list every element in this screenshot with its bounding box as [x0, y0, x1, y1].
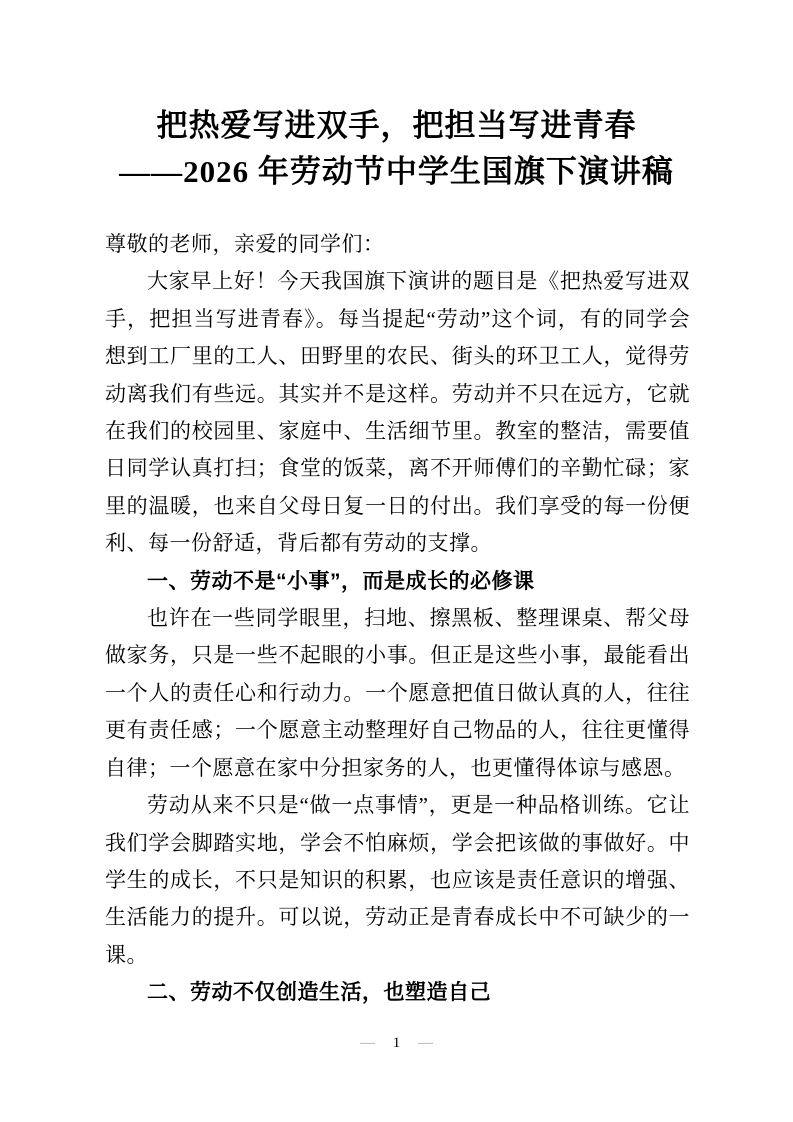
paragraph-intro: 大家早上好！今天我国旗下演讲的题目是《把热爱写进双手，把担当写进青春》。每当提起“劳动”这个词，有的同学会想到工厂里的工人、田野里的农民、街头的环卫工人，觉得劳动离我们有些远。其实并不是这样。劳动并不只在远方，它就在我们的校园里、家庭中、生活细节里。教室的整洁，需要值日同学认真打扫；食堂的饭菜，离不开师傅们的辛勤忙碌；家里的温暖，也来自父母日复一日的付出。我们享受的每一份便利、每一份舒适，背后都有劳动的支撑。 [105, 269, 690, 556]
section-heading-2: 二、劳动不仅创造生活，也塑造自己 [147, 981, 491, 1005]
salutation: 尊敬的老师，亲爱的同学们： [105, 232, 385, 256]
footer-dash-right: — [418, 1035, 433, 1051]
section-heading-1: 一、劳动不是“小事”，而是成长的必修课 [147, 569, 535, 593]
doc-body [105, 226, 690, 1012]
doc-title-line2: ——2026 年劳动节中学生国旗下演讲稿 [119, 154, 674, 189]
page-number: 1 [392, 1035, 401, 1051]
paragraph-character-training: 劳动从来不只是“做一点事情”，更是一种品格训练。它让我们学会脚踏实地，学会不怕麻烦，学会把该做的事做好。中学生的成长，不只是知识的积累，也应该是责任意识的增强、生活能力的提升。可以说，劳动正是青春成长中不可缺少的一课。 [105, 793, 690, 967]
footer-dash-left: — [360, 1035, 375, 1051]
doc-title-line1: 把热爱写进双手，把担当写进青春 [156, 108, 637, 143]
doc-title [0, 103, 793, 195]
page-footer [0, 1032, 793, 1054]
paragraph-responsibility: 也许在一些同学眼里，扫地、擦黑板、整理课桌、帮父母做家务，只是一些不起眼的小事。但正是这些小事，最能看出一个人的责任心和行动力。一个愿意把值日做认真的人，往往更有责任感；一个愿意主动整理好自己物品的人，往往更懂得自律；一个愿意在家中分担家务的人，也更懂得体谅与感恩。 [105, 606, 690, 780]
